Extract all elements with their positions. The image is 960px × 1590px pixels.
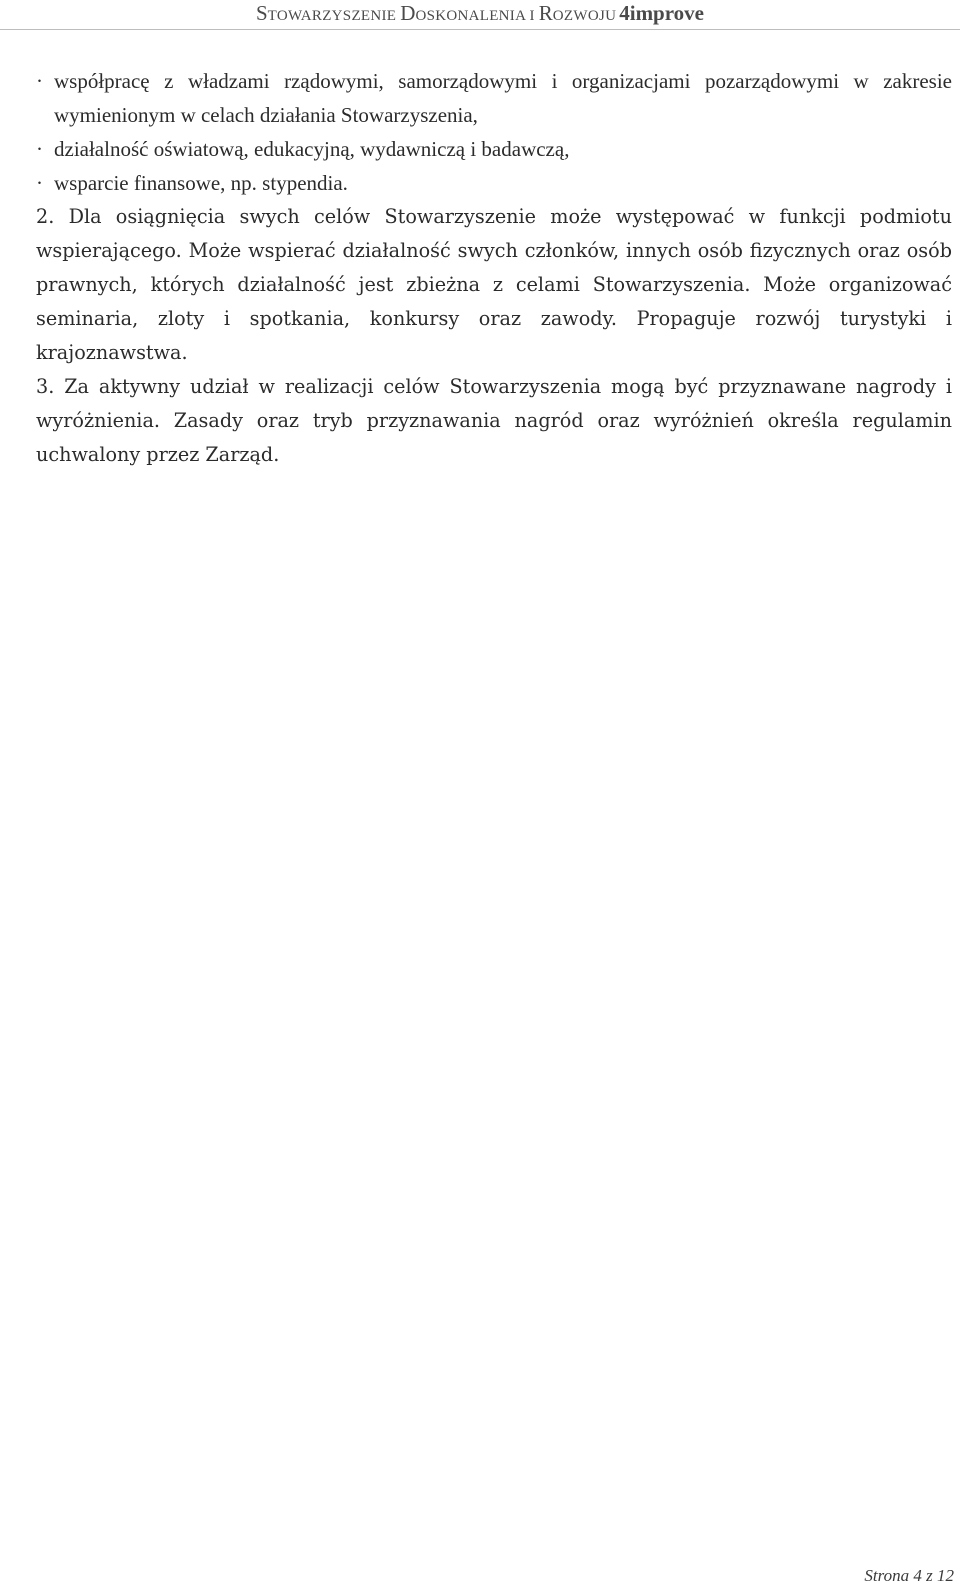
list-item-text: wsparcie finansowe, np. stypendia.: [54, 171, 348, 195]
list-item-text: współpracę z władzami rządowymi, samorządowymi i organizacjami pozarządowymi w zakresie wymienionym w celach działania Stowarzyszenia,: [54, 69, 952, 127]
paragraph-3: 3. Za aktywny udział w realizacji celów Stowarzyszenia mogą być przyznawane nagrody i wyróżnienia. Zasady oraz tryb przyznawania nagród oraz wyróżnień określa regulamin uchwalony przez Zarząd.: [36, 375, 952, 466]
bullet-list: [36, 64, 952, 200]
list-item: [36, 166, 952, 200]
document-body: [36, 64, 952, 472]
bullet-dot-icon: ·: [36, 171, 43, 195]
list-item: [36, 64, 952, 132]
header-initial-2: D: [400, 1, 416, 25]
bullet-dot-icon: ·: [36, 69, 43, 93]
header-title: [255, 1, 617, 25]
header-brand: 4improve: [619, 1, 705, 25]
header-initial-3: R: [538, 1, 553, 25]
paragraph-2: 2. Dla osiągnięcia swych celów Stowarzyszenie może występować w funkcji podmiotu wspierającego. Może wspierać działalność swych członków, innych osób fizycznych oraz osób prawnych, których działalność jest zbieżna z celami Stowarzyszenia. Może organizować seminaria, zloty i spotkania, konkursy oraz zawody. Propaguje rozwój turystyki i krajoznawstwa.: [36, 205, 952, 364]
page-header: [0, 0, 960, 30]
list-item-text: działalność oświatową, edukacyjną, wydawniczą i badawczą,: [54, 137, 570, 161]
list-item: [36, 132, 952, 166]
header-word-2: OSKONALENIA I: [415, 8, 535, 24]
header-word-3: OZWOJU: [552, 8, 617, 24]
bullet-dot-icon: ·: [36, 137, 43, 161]
header-initial-1: S: [255, 1, 268, 25]
header-word-1: TOWARZYSZENIE: [267, 8, 397, 24]
page-number: Strona 4 z 12: [864, 1566, 954, 1585]
